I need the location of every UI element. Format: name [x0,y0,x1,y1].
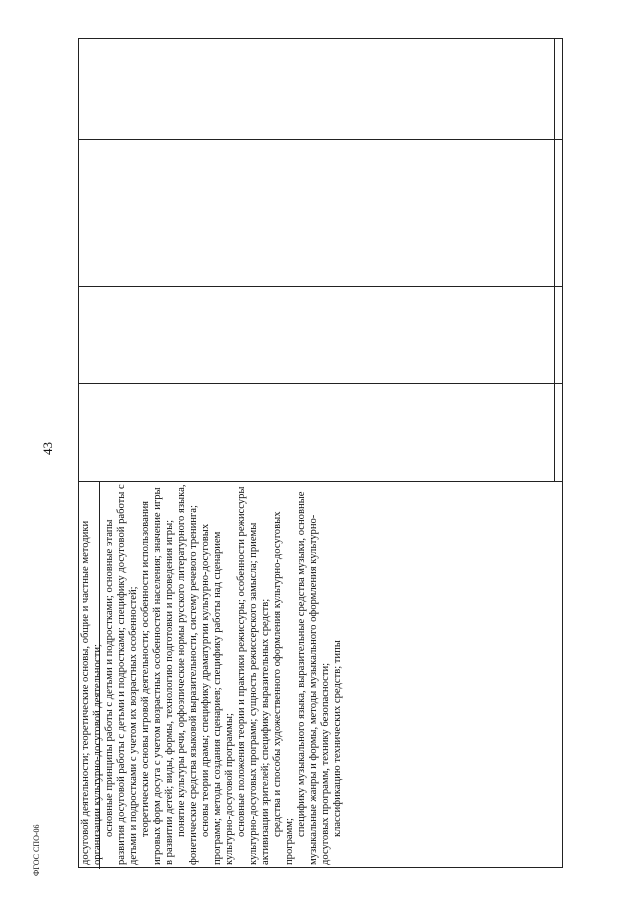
paragraph: специфику музыкального языка, выразительные средства музыки, основные музыкальные жанры и формы, методы музыкального оформления культурно-досуговых программ, технику безопасности; [296,491,331,865]
paragraph: досуговой деятельности; теоретические основы, общие и частные методики организации культурно-досуговой деятельности; [80,520,103,865]
paragraph: теоретические основы игровой деятельности; особенности использования игровых форм досуга с учетом возрастных особенностей населения; значение игры в развитии детей; виды, формы, технологию подготовки и проведения игры; [140,487,175,865]
table-divider [79,286,562,287]
paragraph: средства и способы художественного оформления культурно-досуговых программ; [272,511,295,865]
table-divider [79,139,562,140]
paragraph: основные принципы работы с детьми и подростками; основные этапы развития досуговой работы с детьми и подростками; специфику досуговой работы с детьми и подростками с учетом их возрастных особенностей; [104,484,139,865]
table-divider [554,39,555,481]
paragraph: основы теории драмы; специфику драматургии культурно-досуговых программ; методы создания сценариев; специфику работы над сценарием культурно-досуговой программы; [200,523,235,865]
table-text-cell [78,480,553,868]
paragraph: понятие культуры речи, орфоэпические нормы русского литературного языка, фонетические средства языковой выразительности, систему речевого тренинга; [176,484,199,865]
paragraph: основные положения теории и практики режиссуры; особенности режиссуры культурно-досуговых программ; сущность режиссерского замысла; приемы активизации зрителей; специфику выразительных средств; [236,486,271,865]
page-number: 43 [40,442,55,455]
footer-label: ФГОС СПО-06 [32,824,41,876]
paragraph: классификацию технических средств; типы [332,640,343,837]
table-divider [79,383,562,384]
